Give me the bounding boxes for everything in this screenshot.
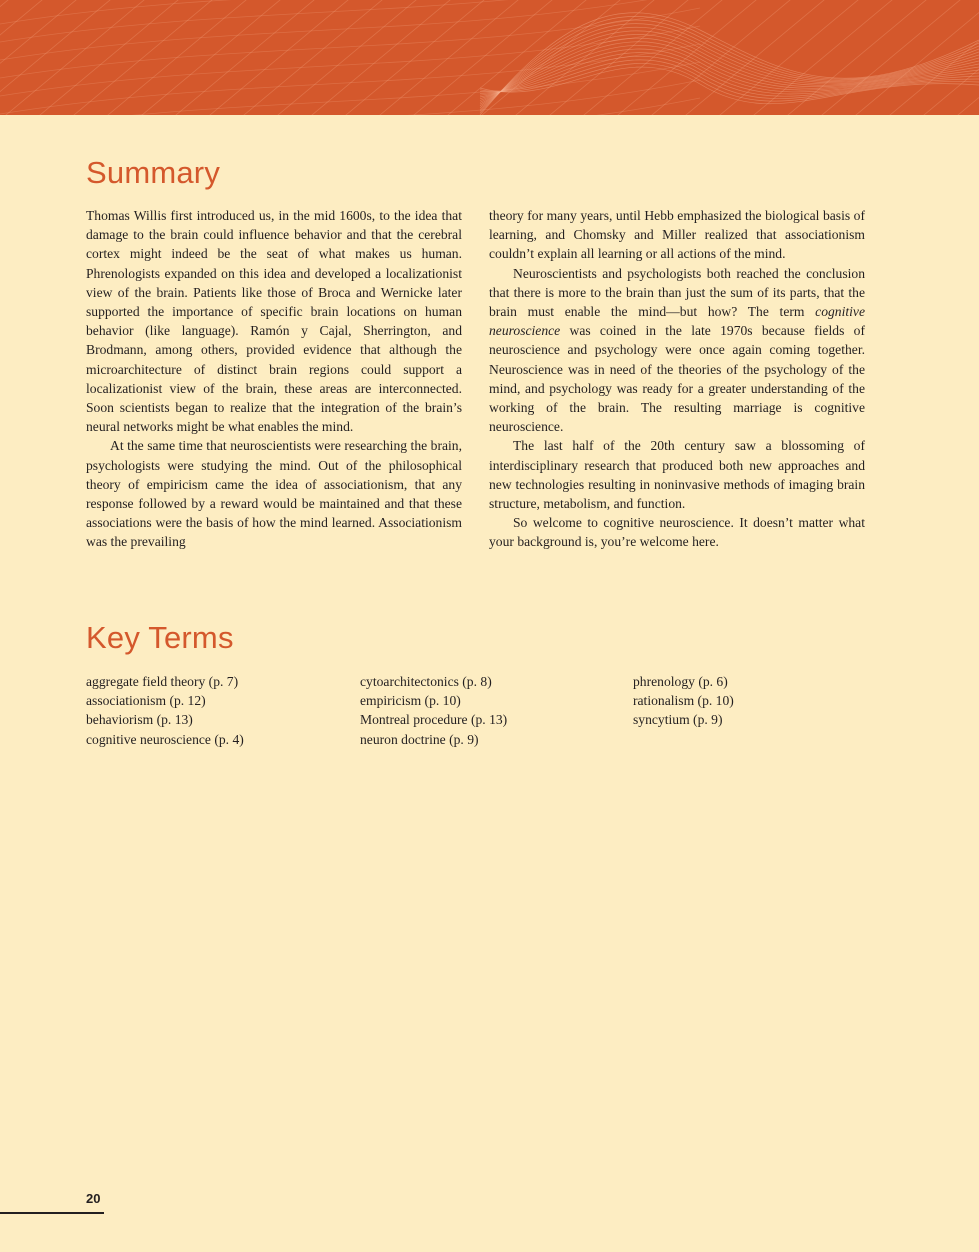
italic-term: cognitive neuroscience bbox=[489, 304, 865, 339]
text-run: Neuroscientists and psychologists both reached the conclusion that there is more to the brain than just the sum of its parts, that the brain must enable the mind—but how? The term bbox=[489, 265, 865, 320]
header-banner bbox=[0, 0, 979, 115]
summary-left-column bbox=[86, 206, 462, 552]
key-terms-column bbox=[633, 672, 734, 730]
summary-paragraph: So welcome to cognitive neuroscience. It doesn’t matter what your background is, you’re welcome here. bbox=[489, 515, 865, 550]
key-terms-column bbox=[86, 672, 244, 749]
key-term: phrenology (p. 6) bbox=[633, 674, 728, 689]
summary-paragraph bbox=[489, 264, 865, 437]
key-term: cytoarchitectonics (p. 8) bbox=[360, 674, 492, 689]
summary-paragraph: Thomas Willis first introduced us, in the mid 1600s, to the idea that damage to the brain could influence behavior and that the cerebral cortex might indeed be the seat of what makes us human. Phrenologists expanded on this idea and developed a localizationist view of the brain. Patients like those of Broca and Wernicke later supported the importance of specific brain locations on human behavior (like language). Ramón y Cajal, Sherrington, and Brodmann, among others, provided evidence that although the microarchitecture of distinct brain regions could support a localizationist view of the brain, these areas are interconnected. Soon scientists began to realize that the integration of the brain’s neural networks might be what enables the mind. bbox=[86, 208, 462, 435]
summary-paragraph: The last half of the 20th century saw a blossoming of interdisciplinary research that produced both new approaches and new technologies resulting in noninvasive methods of imaging brain structure, metabolism, and function. bbox=[489, 438, 865, 512]
key-term: neuron doctrine (p. 9) bbox=[360, 731, 479, 747]
summary-heading: Summary bbox=[86, 155, 221, 190]
footer-rule bbox=[0, 1212, 104, 1214]
key-term: syncytium (p. 9) bbox=[633, 712, 723, 728]
summary-paragraph: At the same time that neuroscientists were researching the brain, psychologists were studying the mind. Out of the philosophical theory of empiricism came the idea of associationism, that any response followed by a reward would be maintained and that these associations were the basis of how the mind learned. Associationism was the prevailing bbox=[86, 438, 462, 550]
key-term: rationalism (p. 10) bbox=[633, 693, 734, 709]
mesh-pattern-decoration bbox=[0, 0, 979, 115]
key-term: associationism (p. 12) bbox=[86, 693, 206, 709]
key-terms-heading: Key Terms bbox=[86, 620, 234, 655]
key-term: Montreal procedure (p. 13) bbox=[360, 712, 508, 728]
key-term: aggregate field theory (p. 7) bbox=[86, 674, 239, 689]
key-term: behaviorism (p. 13) bbox=[86, 712, 193, 728]
summary-right-column bbox=[489, 206, 865, 552]
text-run: was coined in the late 1970s because fields of neuroscience and psychology were once again coming together. Neuroscience was in need of the theories of the psychology of the mind, and psychology was ready for a greater understanding of the working of the brain. The resulting marriage is cognitive neuroscience. bbox=[489, 323, 865, 435]
summary-paragraph: theory for many years, until Hebb emphasized the biological basis of learning, and Chomsky and Miller realized that associationism couldn’t explain all learning or all actions of the mind. bbox=[489, 208, 865, 262]
key-terms-column bbox=[360, 672, 507, 749]
key-term: empiricism (p. 10) bbox=[360, 693, 461, 709]
page-number: 20 bbox=[86, 1191, 101, 1206]
key-term: cognitive neuroscience (p. 4) bbox=[86, 731, 244, 747]
